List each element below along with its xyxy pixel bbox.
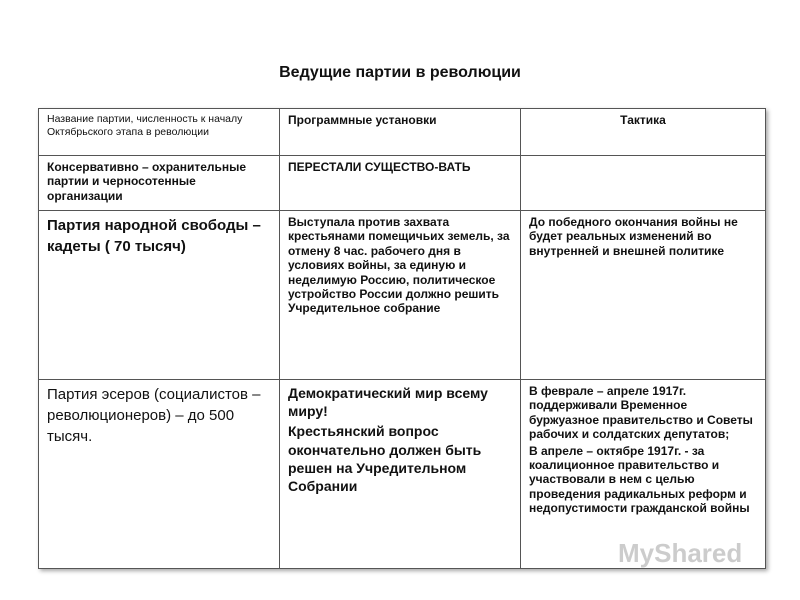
table-row [39, 211, 766, 380]
program-cell: Выступала против захвата крестьянами помещичьих земель, за отмену 8 час. рабочего дня в условиях войны, за единую и неделимую Россию, политическое устройство России должно решить Учредительное собрание [280, 211, 521, 380]
party-cell: Партия эсеров (социалистов – революционеров) – до 500 тысяч. [39, 380, 280, 569]
table-header-row [39, 109, 766, 156]
tactics-paragraph: В апреле – октябре 1917г. - за коалиционное правительство и участвовали в нем с целью проведения радикальных реформ и недопустимости гражданской войны [529, 443, 750, 516]
tactics-cell [521, 156, 766, 211]
table-row [39, 156, 766, 211]
tactics-paragraph: В феврале – апреле 1917г. поддерживали Временное буржуазное правительство и Советы рабочих и солдатских депутатов; [529, 384, 753, 442]
program-paragraph: Крестьянский вопрос окончательно должен быть решен на Учредительном Собрании [288, 423, 482, 494]
header-party-name: Название партии, численность к началу Октябрьского этапа в революции [39, 109, 280, 156]
program-paragraph: Демократический мир всему миру! [288, 385, 488, 420]
tactics-cell: До победного окончания войны не будет реальных изменений во внутренней и внешней политике [521, 211, 766, 380]
watermark: MyShared [618, 538, 743, 568]
header-tactics: Тактика [521, 109, 766, 156]
program-cell: ПЕРЕСТАЛИ СУЩЕСТВО-ВАТЬ [280, 156, 521, 211]
program-cell [280, 380, 521, 569]
party-cell: Партия народной свободы – кадеты ( 70 тысяч) [39, 211, 280, 380]
party-cell: Консервативно – охранительные партии и черносотенные организации [39, 156, 280, 211]
parties-table [38, 108, 766, 569]
header-program: Программные установки [280, 109, 521, 156]
page-title: Ведущие партии в революции [279, 64, 521, 81]
